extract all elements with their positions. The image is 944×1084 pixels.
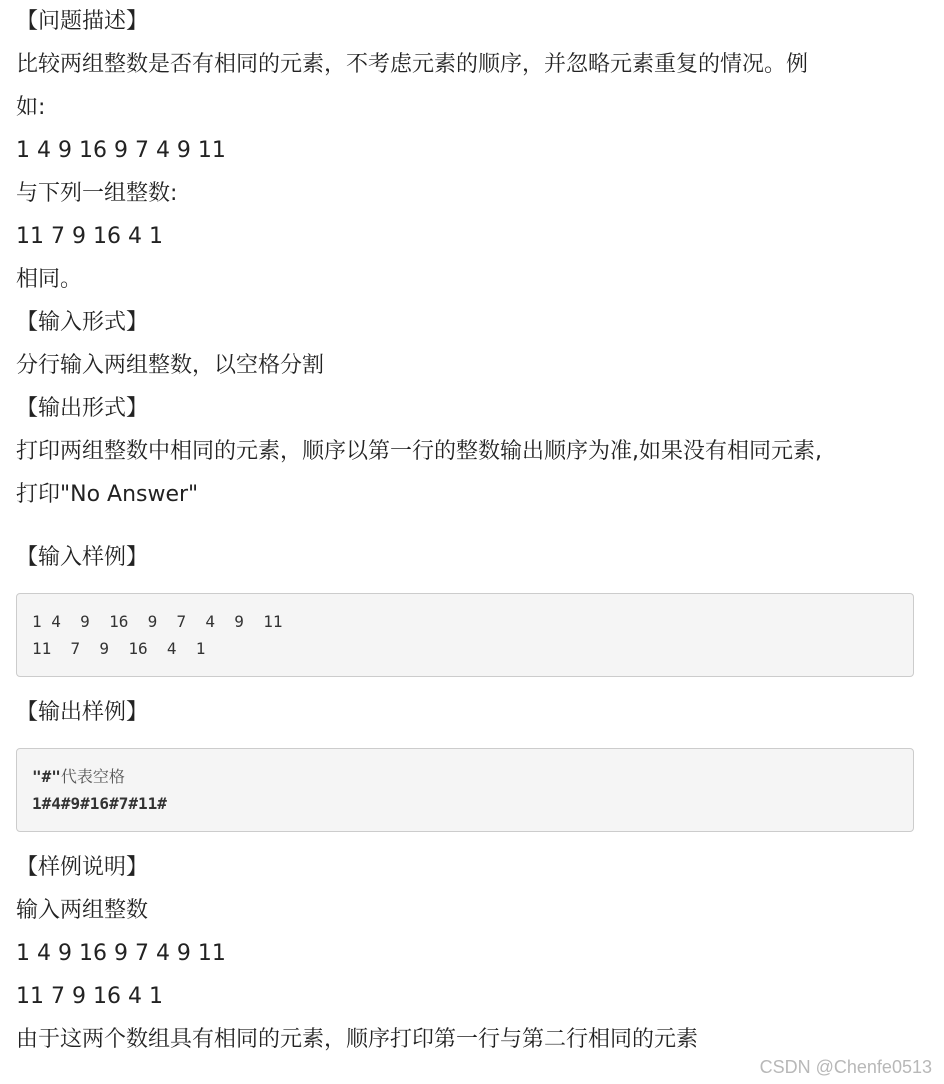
input-sample-line-1: 1 4 9 16 9 7 4 9 11 <box>32 612 283 631</box>
csdn-watermark: CSDN @Chenfe0513 <box>759 1057 932 1077</box>
output-sample-value: 1#4#9#16#7#11# <box>32 794 167 813</box>
input-sample-code-block <box>16 593 914 677</box>
problem-text-line-1: 比较两组整数是否有相同的元素，不考虑元素的顺序，并忽略元素重复的情况。例 <box>16 52 809 77</box>
input-format-text: 分行输入两组整数，以空格分割 <box>16 353 325 378</box>
explanation-line-3: 11 7 9 16 4 1 <box>16 984 163 1009</box>
explanation-heading: 【样例说明】 <box>16 855 149 880</box>
explanation-line-2: 1 4 9 16 9 7 4 9 11 <box>16 941 226 966</box>
example-sequence-a: 1 4 9 16 9 7 4 9 11 <box>16 138 226 163</box>
example-mid-text: 与下列一组整数: <box>16 181 178 206</box>
example-sequence-b: 11 7 9 16 4 1 <box>16 224 163 249</box>
input-sample-heading: 【输入样例】 <box>16 545 149 570</box>
output-sample-note: 代表空格 <box>60 767 125 786</box>
output-sample-code-block <box>16 748 914 832</box>
input-sample-line-2: 11 7 9 16 4 1 <box>32 639 206 658</box>
input-format-heading: 【输入形式】 <box>16 310 149 335</box>
output-sample-note-line <box>32 763 898 790</box>
explanation-line-4: 由于这两个数组具有相同的元素，顺序打印第一行与第二行相同的元素 <box>16 1027 699 1052</box>
problem-document <box>16 0 914 1061</box>
output-format-heading: 【输出形式】 <box>16 396 149 421</box>
output-sample-quote: "#" <box>32 767 61 786</box>
output-format-text-line-1: 打印两组整数中相同的元素，顺序以第一行的整数输出顺序为准,如果没有相同元素, <box>16 439 822 464</box>
explanation-line-1: 输入两组整数 <box>16 898 149 923</box>
example-end-text: 相同。 <box>16 267 83 292</box>
output-sample-heading: 【输出样例】 <box>16 700 149 725</box>
output-format-text-line-2: 打印"No Answer" <box>16 482 199 507</box>
problem-heading: 【问题描述】 <box>16 9 149 34</box>
problem-text-line-2: 如: <box>16 95 46 120</box>
